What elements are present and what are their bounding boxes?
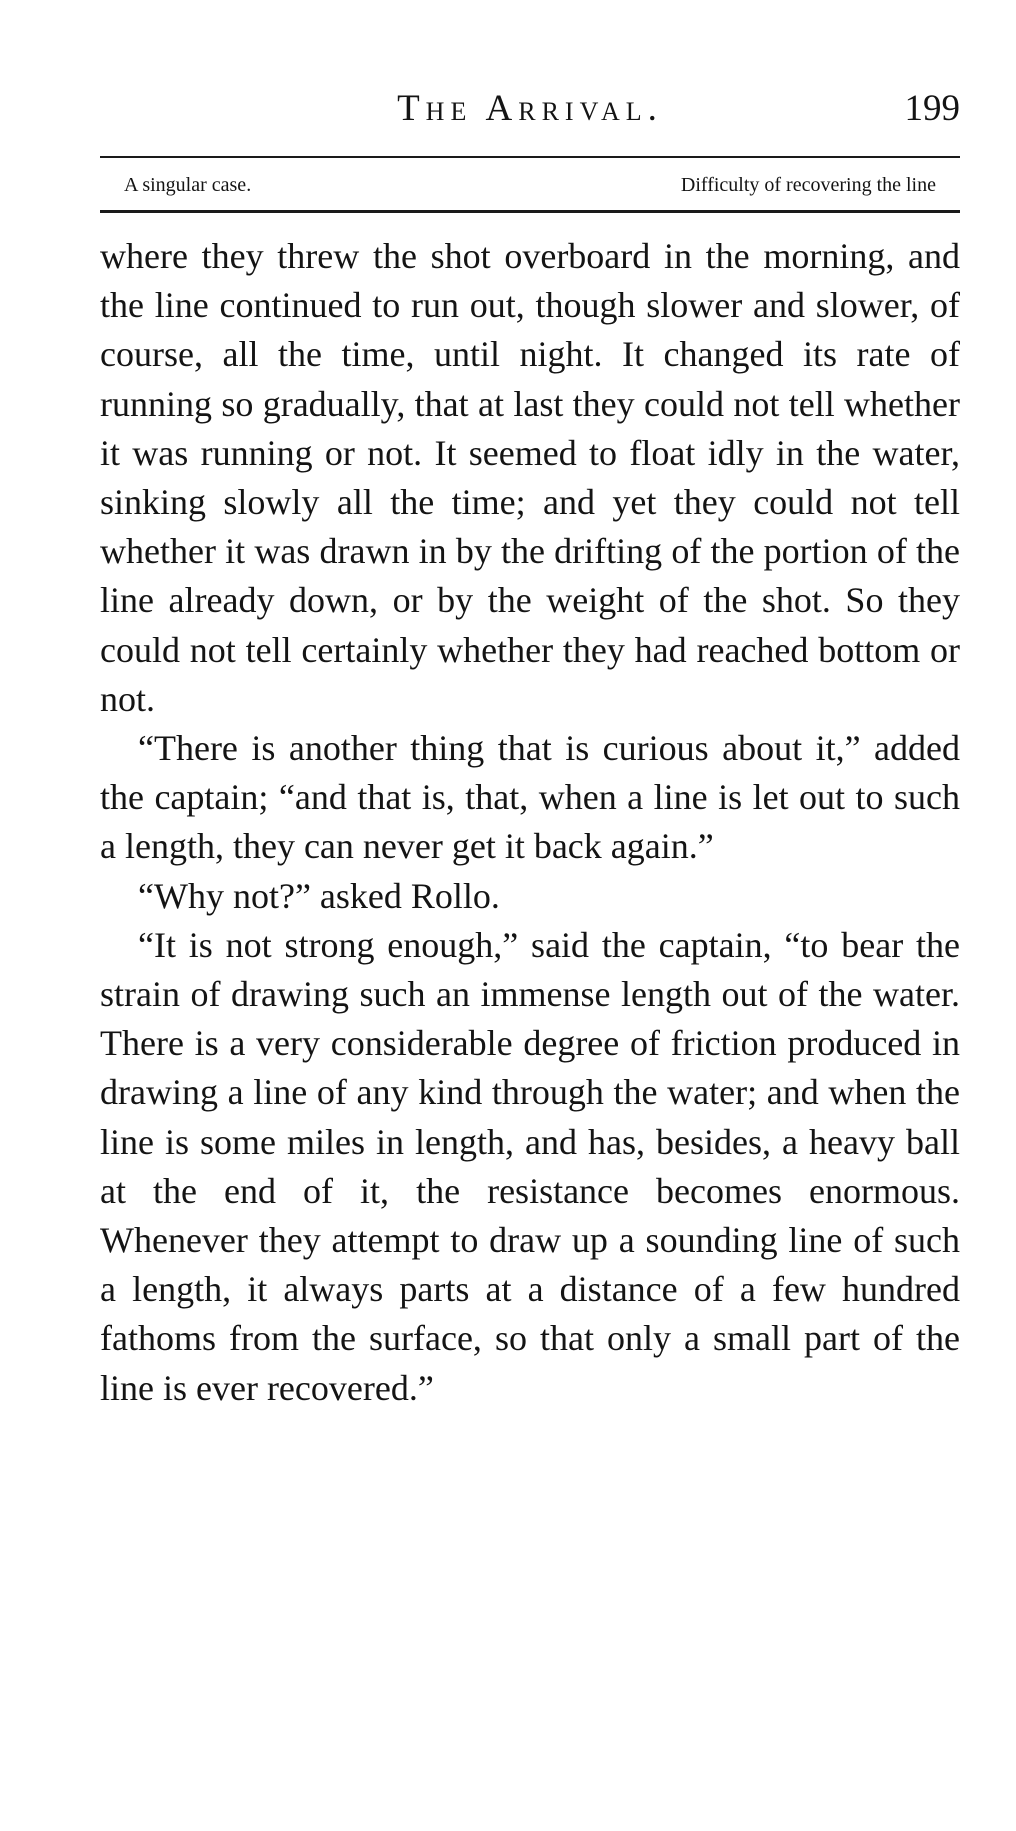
- running-head: [100, 84, 960, 134]
- subheading-left: A singular case.: [124, 174, 252, 196]
- subheading-right: Difficulty of recovering the line: [680, 174, 936, 196]
- section-subheading: [100, 168, 960, 202]
- paragraph: “There is another thing that is curious about it,” added the captain; “and that is, that, when a line is let out to such a length, they can never get it back again.”: [100, 728, 960, 867]
- header-rule-top: [100, 156, 960, 158]
- paragraph: “It is not strong enough,” said the captain, “to bear the strain of drawing such an immense length out of the water. There is a very considerable degree of friction produced in drawing a line of any kind through the water; and when the line is some miles in length, and has, besides, a heavy ball at the end of it, the resistance becomes enormous. Whenever they attempt to draw up a sounding line of such a length, it always parts at a distance of a few hundred fathoms from the surface, so that only a small part of the line is ever recovered.”: [100, 924, 960, 1408]
- paragraph: “Why not?” asked Rollo.: [138, 875, 500, 916]
- body-text: [100, 232, 960, 1413]
- running-title: The Arrival.: [397, 88, 663, 129]
- paragraph: where they threw the shot overboard in the morning, and the line continued to run out, though slower and slower, of course, all the time, until night. It changed its rate of running so gradually, that at last they could not tell whether it was running or not. It seemed to float idly in the water, sinking slowly all the time; and yet they could not tell whether it was drawn in by the drifting of the portion of the line already down, or by the weight of the shot. So they could not tell certainly whether they had reached bottom or not.: [100, 236, 960, 719]
- page-number: 199: [904, 88, 960, 129]
- header-rule-bottom: [100, 210, 960, 213]
